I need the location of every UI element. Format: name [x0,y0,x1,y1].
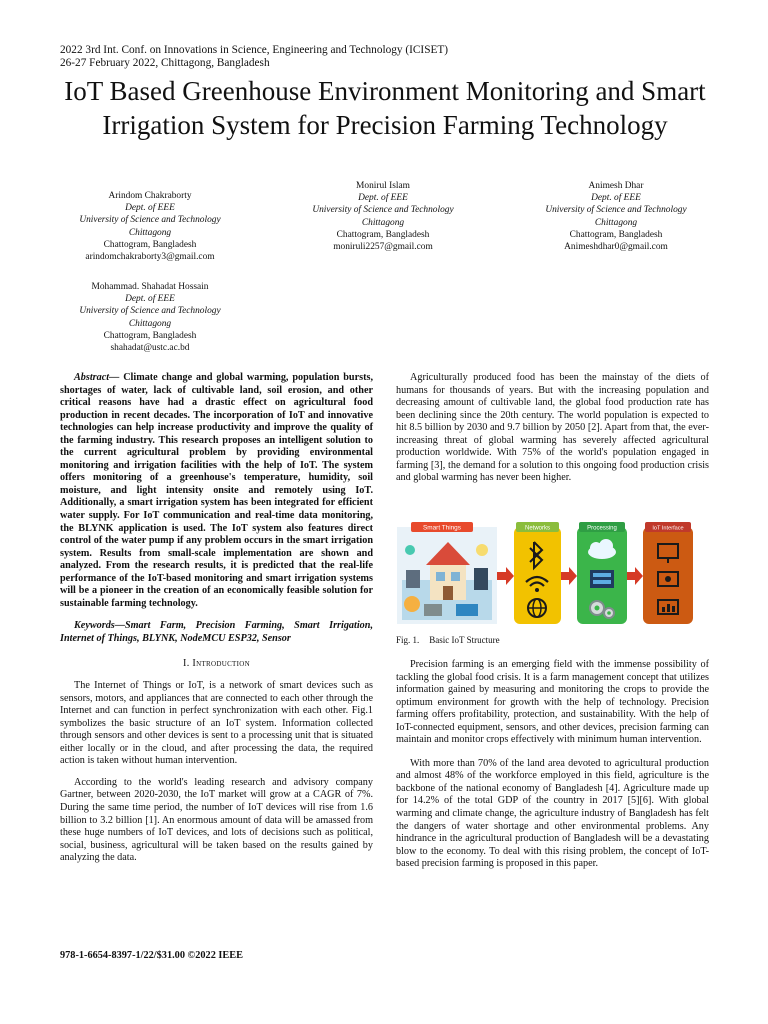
intro-paragraph-1: The Internet of Things or IoT, is a network of smart devices such as sensors, motors, and appliances that are connected to each other through the Internet and can function in perfect synchronization with each other. Fig.1 symbolizes the basic structure of an IoT system. Information collected through sensors and other devices is sent to a processing unit that is situated either locally or in the cloud, and after processing the data, the required action is taken without human intervention. [60,680,373,767]
author-org: University of Science and Technology [79,306,221,317]
section-title: Introduction [192,658,250,670]
abstract [60,372,373,610]
author-org: University of Science and Technology [545,205,687,216]
section-heading [60,658,373,671]
author-org-city: Chittagong [128,227,172,238]
figure-caption [396,635,500,645]
arrow-icon [561,567,577,585]
right-column-bottom [396,659,709,871]
networks-panel [514,527,561,624]
author-block-3 [506,180,726,253]
right-paragraph-3: With more than 70% of the land area devoted to agricultural production and almost 48% of the workforce employed in this field, agriculture is the backbone of the national economy of Bangladesh [4]. Agriculture made up for 14.2% of the total GDP of the country in 2017 [5][6]. With global warming and climate change, the agriculture industry of Bangladesh has felt the dangers of water shortage and other environmental problems. Any hindrance in the agricultural production of Bangladesh will be a devastating blow to the economy. To deal with this rising problem, the concept of IoT-based precision farming is proposed in this paper. [396,757,709,870]
author-email: Animeshdhar0@gmail.com [564,242,668,253]
keywords: Keywords—Smart Farm, Precision Farming, Smart Irrigation, Internet of Things, BLYNK, NodeMCU ESP32, Sensor [60,620,373,644]
conference-line-1: 2022 3rd Int. Conf. on Innovations in Science, Engineering and Technology (ICISET) [60,44,449,56]
left-column [60,372,373,865]
intro-paragraph-2: According to the world's leading research and advisory company Gartner, between 2020-2030, the IoT market will grow at a CAGR of 7%. During the same time period, the number of IoT devices will rise from 1.6 billion to 3.2 billion [1]. An enormous amount of data will be amassed from these huge numbers of IoT devices, and lots of decisions such as political, social, business, agricultural will be taken based on the results gained by analyzing the data. [60,776,373,864]
author-location: Chattogram, Bangladesh [103,239,197,250]
author-dept: Dept. of EEE [358,193,408,204]
author-org-city: Chittagong [594,217,638,228]
figure-number: Fig. 1. [396,635,420,645]
server-icon [590,570,614,588]
author-location: Chattogram, Bangladesh [103,330,197,341]
right-paragraph-1: Agriculturally produced food has been the mainstay of the diets of humans for thousands of years. But with the increasing population and decreasing amount of cultivable land, the global food production rate has been declining since the 20th century. The world population is expected to hit 8.5 billion by 2030 and 9.7 billion by 2050 [2]. Apart from that, the ever-increasing threat of global warming has severely affected agricultural production worldwide. With 75% of the world's population engaged in farming [3], the demand for a solution to this ongoing food production crisis and global warming has never been higher. [396,372,709,484]
right-column-top [396,372,709,485]
figure-caption-text: Basic IoT Structure [429,635,500,645]
author-location: Chattogram, Bangladesh [336,229,430,240]
author-block-1 [40,190,260,263]
conference-header [60,44,448,70]
abstract-text: Climate change and global warming, population bursts, shortages of water, lack of cultivable land, soil erosion, and other critical reasons have had a drastic effect on agricultural food production in recent decades. The incorporation of IoT and innovative technologies can help increase productivity and improve the quality of the farming industry. This research proposes an intelligent solution to the current agricultural problem by providing environmental monitoring and irrigation facilities with the help of IoT. The system offers monitoring of a greenhouse's temperature, humidity, soil moisture, and light intensity onsite and remotely using IoT. Additionally, a smart irrigation system has been integrated for efficient water supply. For IoT communication and real-time data monitoring, the BLYNK application is used. The IoT system also features direct control of the water pump if any problem occurs in the smart irrigation system. Results from small-scale implementation are shown and analyzed. From the research results, it is predicted that the real-life performance of the IoT-based monitoring and smart irrigation systems will be a pioneer in the creation of an economically feasible solution for sustainable farming technology. [60,372,373,609]
author-org-city: Chittagong [361,217,405,228]
iot-interface-label: IoT Interface [652,525,684,532]
author-email: moniruli2257@gmail.com [333,242,433,253]
author-org: University of Science and Technology [312,205,454,216]
author-dept: Dept. of EEE [125,203,175,214]
author-block-4 [40,281,260,354]
author-email: arindomchakraborty3@gmail.com [85,252,215,263]
author-block-2 [273,180,493,253]
author-email: shahadat@ustc.ac.bd [110,343,190,354]
abstract-lead: Abstract— [74,372,120,383]
author-dept: Dept. of EEE [591,193,641,204]
iot-structure-figure [396,520,714,626]
author-dept: Dept. of EEE [125,294,175,305]
author-name: Mohammad. Shahadat Hossain [91,282,209,292]
arrow-icon [627,567,643,585]
smart-things-label: Smart Things [423,524,461,532]
author-org-city: Chittagong [128,318,172,329]
processing-label: Processing [587,525,617,532]
author-name: Animesh Dhar [588,181,644,191]
author-name: Arindom Chakraborty [108,191,192,201]
networks-label: Networks [524,525,551,532]
author-name: Monirul Islam [356,181,410,191]
conference-line-2: 26-27 February 2022, Chittagong, Bangladesh [60,57,270,69]
right-paragraph-2: Precision farming is an emerging field with the immense possibility of tackling the global food crisis. It is a farm management concept that utilizes information gained by measuring and monitoring the crops to provide the optimum environment for growth with the help of technology. Precision farming offers profitability, protection, and sustainability. With the help of IoT-connected equipment, sensors, and other devices, precision farming can maintain and monitor crops effectively with minimum human intervention. [396,659,709,746]
author-location: Chattogram, Bangladesh [569,229,663,240]
copyright-footer: 978-1-6654-8397-1/22/$31.00 ©2022 IEEE [60,950,244,961]
paper-title: IoT Based Greenhouse Environment Monitoring and Smart Irrigation System for Precision Farming Technology [64,76,706,140]
author-org: University of Science and Technology [79,215,221,226]
arrow-icon [497,567,514,585]
section-number: I. [183,658,190,670]
